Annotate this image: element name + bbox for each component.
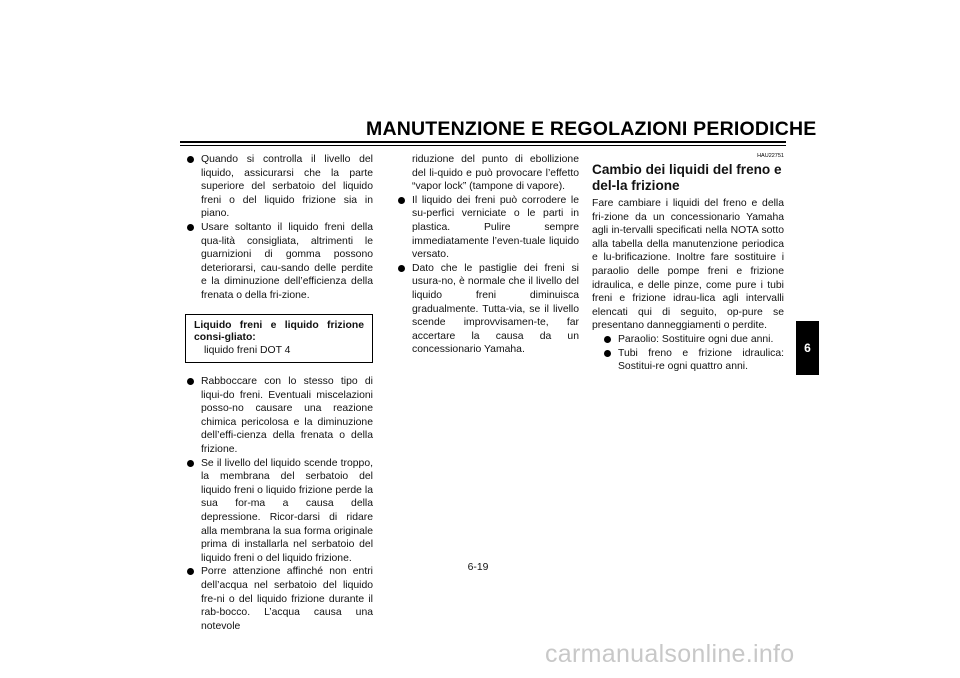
spec-label: Liquido freni e liquido frizione consi-gliato: bbox=[194, 319, 364, 344]
bullet-list bbox=[592, 333, 784, 374]
bullet-icon bbox=[398, 197, 405, 204]
bullet-icon bbox=[604, 336, 611, 343]
list-item: Porre attenzione affinché non entri dell’acqua nel serbatoio del liquido fre-ni o del liquido frizione durante il rab-bocco. L’acqua causa una notevole bbox=[185, 565, 373, 633]
chapter-tab: 6 bbox=[796, 321, 819, 375]
title-rule-thin bbox=[180, 145, 786, 146]
continuation-text: riduzione del punto di ebollizione del li-quido e può provocare l’effetto “vapor lock” (tampone di vapore). bbox=[412, 154, 579, 193]
list-item: Usare soltanto il liquido freni della qua-lità consigliata, altrimenti le guarnizioni di gomma possono deteriorarsi, cau-sando delle perdite e la diminuzione dell’efficienza della frenata o della fri-zione. bbox=[185, 221, 373, 303]
spec-value: liquido freni DOT 4 bbox=[204, 344, 291, 356]
title-rule-thick bbox=[180, 141, 786, 143]
column-1 bbox=[185, 153, 373, 633]
list-item: Il liquido dei freni può corrodere le su-perfici verniciate o le parti in plastica. Pulire sempre immediatamente l’even-tuale liquido versato. bbox=[396, 194, 579, 262]
bullet-icon bbox=[187, 378, 194, 385]
watermark-text: carmanualsonline.info bbox=[545, 640, 795, 668]
bullet-icon bbox=[398, 265, 405, 272]
list-item: Paraolio: Sostituire ogni due anni. bbox=[602, 333, 784, 347]
list-item: Tubi freno e frizione idraulica: Sostitui-re ogni quattro anni. bbox=[602, 347, 784, 374]
page-title: MANUTENZIONE E REGOLAZIONI PERIODICHE bbox=[366, 118, 817, 140]
bullet-icon bbox=[187, 568, 194, 575]
column-3 bbox=[592, 153, 784, 374]
bullet-icon bbox=[187, 460, 194, 467]
bullet-list bbox=[396, 194, 579, 357]
reference-code: HAU22751 bbox=[757, 153, 784, 159]
list-item: Se il livello del liquido scende troppo, la membrana del serbatoio del liquido freni o liquido frizione perde la sua for-ma a causa della depressione. Ricor-darsi di ridare alla membrana la sua forma originale prima di installarla nel serbatoio del liquido freni o del liquido frizione. bbox=[185, 457, 373, 566]
section-heading: Cambio dei liquidi del freno e del-la frizione bbox=[592, 162, 782, 193]
column-2 bbox=[396, 153, 579, 357]
bullet-list-top bbox=[185, 153, 373, 303]
bullet-list-bottom bbox=[185, 375, 373, 633]
bullet-icon bbox=[187, 156, 194, 163]
section-paragraph: Fare cambiare i liquidi del freno e della fri-zione da un concessionario Yamaha agli in-tervalli specificati nella NOTA sotto alla tabella della manutenzione periodica e lu-brificazione. Inoltre fare sostituire i paraolio delle pompe freni e frizione idraulica, e delle pinze, come pure i tubi freni e frizione idrau-lica agli intervalli elencati qui di seguito, op-pure se presentano danneggiamenti o perdite. bbox=[592, 198, 784, 332]
list-item: Rabboccare con lo stesso tipo di liqui-do freni. Eventuali miscelazioni posso-no causare una reazione chimica pericolosa e la diminuzione dell’effi-cienza della frenata o della frizione. bbox=[185, 375, 373, 457]
spec-box bbox=[185, 314, 373, 364]
bullet-icon bbox=[187, 224, 194, 231]
page-number: 6-19 bbox=[467, 562, 489, 573]
list-item: Dato che le pastiglie dei freni si usura-no, è normale che il livello del liquido freni diminuisca gradualmente. Tutta-via, se il livello scende improvvisamen-te, far accertare la causa da un concessionario Yamaha. bbox=[396, 262, 579, 357]
bullet-icon bbox=[604, 350, 611, 357]
list-item: Quando si controlla il livello del liquido, assicurarsi che la parte superiore del serbatoio del liquido freni o del liquido frizione sia in piano. bbox=[185, 153, 373, 221]
